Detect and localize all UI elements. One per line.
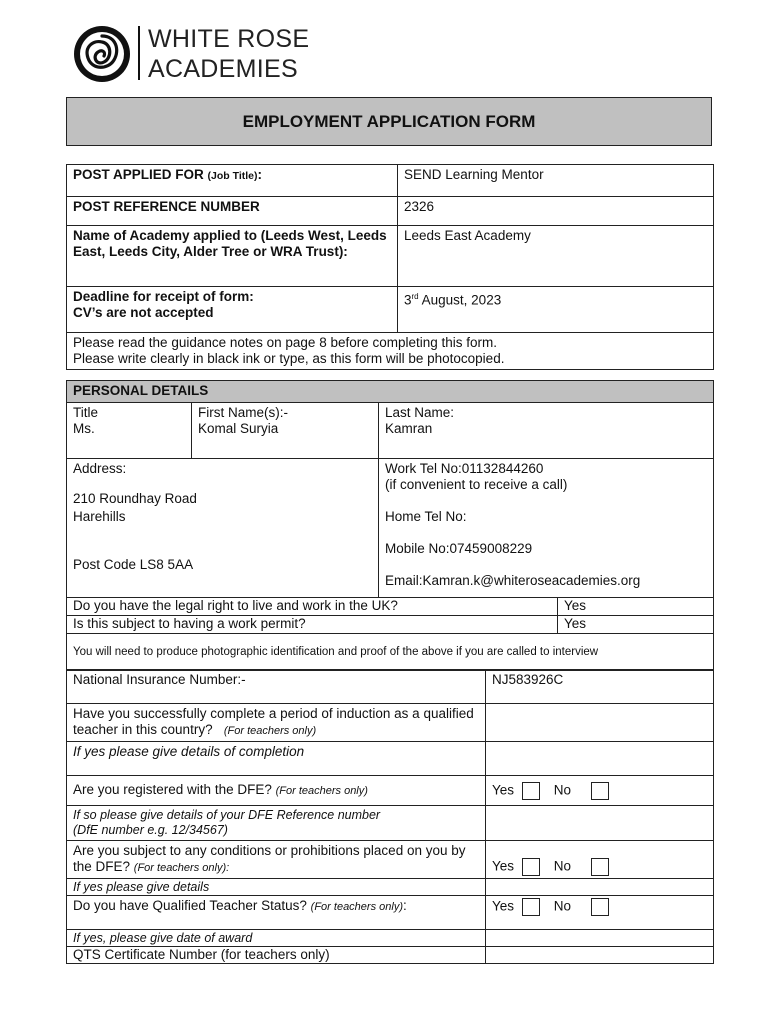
qts-yes-checkbox[interactable] — [522, 898, 540, 916]
dfe-registered-no-checkbox[interactable] — [591, 782, 609, 800]
prohibitions-details-label: If yes please give details — [67, 879, 486, 896]
ni-label: National Insurance Number:- — [67, 670, 486, 704]
yes-label: Yes — [492, 898, 515, 914]
yes-label: Yes — [492, 782, 515, 798]
ni-value[interactable]: NJ583926C — [486, 670, 714, 704]
prohibitions-options — [486, 841, 714, 879]
logo-line-2: ACADEMIES — [148, 55, 298, 83]
deadline-label: Deadline for receipt of form: CV’s are not accepted — [67, 287, 398, 333]
dfe-registered-yes-checkbox[interactable] — [522, 782, 540, 800]
post-ref-value[interactable]: 2326 — [398, 197, 714, 226]
academy-label: Name of Academy applied to (Leeds West, Leeds East, Leeds City, Alder Tree or WRA Trust): — [67, 226, 398, 287]
deadline-value[interactable]: 3rd August, 2023 — [398, 287, 714, 333]
qts-certificate-answer[interactable] — [486, 947, 714, 964]
no-label: No — [553, 898, 572, 914]
id-requirement-note: You will need to produce photographic identification and proof of the above if you are called to interview — [67, 634, 714, 671]
address-field[interactable]: Address: 210 Roundhay Road Harehills Post Code LS8 5AA — [67, 459, 379, 598]
qts-award-answer[interactable] — [486, 930, 714, 947]
teacher-questions-table — [66, 669, 714, 964]
right-to-work-question: Do you have the legal right to live and work in the UK? — [67, 598, 558, 616]
work-permit-answer[interactable]: Yes — [558, 616, 714, 634]
qts-question: Do you have Qualified Teacher Status? (For teachers only): — [67, 896, 486, 930]
post-applied-value[interactable]: SEND Learning Mentor — [398, 165, 714, 197]
prohibitions-details-answer[interactable] — [486, 879, 714, 896]
dfe-registered-question: Are you registered with the DFE? (For teachers only) — [67, 776, 486, 806]
post-details-table — [66, 164, 714, 370]
logo-divider — [138, 26, 140, 80]
personal-details-header: PERSONAL DETAILS — [67, 381, 714, 403]
last-name-field[interactable]: Last Name: Kamran — [379, 403, 714, 459]
qts-no-checkbox[interactable] — [591, 898, 609, 916]
induction-answer[interactable] — [486, 704, 714, 742]
no-label: No — [553, 782, 572, 798]
yes-label: Yes — [492, 858, 515, 874]
title-field[interactable]: Title Ms. — [67, 403, 192, 459]
prohibitions-question: Are you subject to any conditions or prohibitions placed on you by the DFE? (For teachers only): — [67, 841, 486, 879]
first-name-field[interactable]: First Name(s):- Komal Suryia — [192, 403, 379, 459]
guidance-note: Please read the guidance notes on page 8 before completing this form. Please write clearly in black ink or type, as this form will be photocopied. — [67, 333, 714, 370]
right-to-work-answer[interactable]: Yes — [558, 598, 714, 616]
personal-details-table — [66, 380, 714, 671]
dfe-reference-answer[interactable] — [486, 806, 714, 841]
logo-wordmark — [148, 24, 309, 84]
post-ref-label: POST REFERENCE NUMBER — [67, 197, 398, 226]
no-label: No — [553, 858, 572, 874]
induction-question: Have you successfully complete a period of induction as a qualified teacher in this country? (For teachers only) — [67, 704, 486, 742]
induction-details-label: If yes please give details of completion — [67, 742, 486, 776]
logo-line-1: WHITE ROSE — [148, 25, 310, 53]
induction-details-answer[interactable] — [486, 742, 714, 776]
dfe-registered-options — [486, 776, 714, 806]
form-title: EMPLOYMENT APPLICATION FORM — [66, 97, 712, 146]
post-applied-label: POST APPLIED FOR (Job Title): — [67, 165, 398, 197]
academy-value[interactable]: Leeds East Academy — [398, 226, 714, 287]
dfe-reference-label: If so please give details of your DFE Reference number (DfE number e.g. 12/34567) — [67, 806, 486, 841]
contact-numbers-field[interactable]: Work Tel No:01132844260 (if convenient to receive a call) Home Tel No: Mobile No:07459008229 Email:Kamran.k@whiteroseacademies.org — [379, 459, 714, 598]
work-permit-question: Is this subject to having a work permit? — [67, 616, 558, 634]
qts-certificate-label: QTS Certificate Number (for teachers only) — [67, 947, 486, 964]
qts-award-label: If yes, please give date of award — [67, 930, 486, 947]
prohibitions-no-checkbox[interactable] — [591, 858, 609, 876]
prohibitions-yes-checkbox[interactable] — [522, 858, 540, 876]
qts-options — [486, 896, 714, 930]
white-rose-logo-icon — [72, 24, 132, 84]
